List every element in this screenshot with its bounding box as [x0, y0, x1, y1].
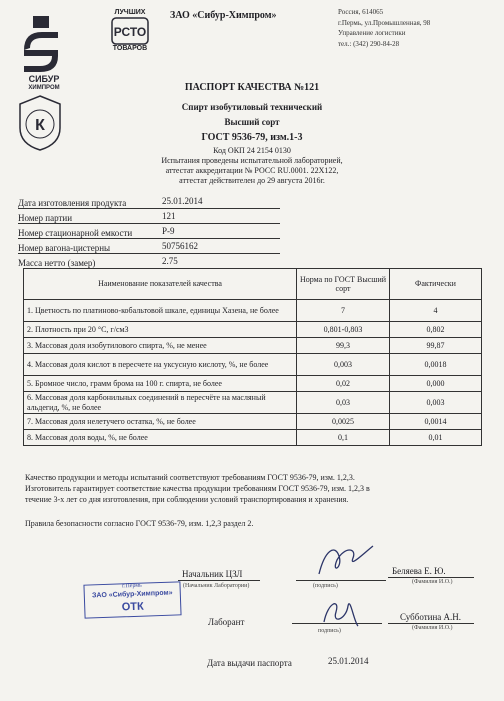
address-line: г.Пермь, ул.Промышленная, 98: [338, 18, 431, 27]
norm-value: 0,003: [297, 354, 390, 376]
company-name: ЗАО «Сибур-Химпром»: [170, 10, 277, 21]
field-label-railcar: Номер вагона-цистерны: [18, 243, 111, 253]
certification-emblem: [17, 94, 63, 152]
field-label-production-date: Дата изготовления продукта: [18, 198, 127, 208]
product-grade: Высший сорт: [224, 117, 280, 127]
sig-underline: [388, 577, 474, 578]
rst-mark-icon: [111, 17, 149, 45]
issue-date-label: Дата выдачи паспорта: [207, 658, 292, 668]
indicator-name: 8. Массовая доля воды, %, не более: [24, 430, 297, 446]
actual-value: 4: [390, 300, 482, 322]
sibur-logo: [18, 14, 72, 89]
stamp-company: ЗАО «Сибур-Химпром»: [91, 589, 173, 600]
sig-underline: [296, 580, 386, 581]
field-underline: [18, 253, 280, 254]
col-header-indicator: Наименование показателей качества: [24, 269, 297, 300]
field-underline: [18, 208, 280, 209]
norm-value: 0,03: [297, 392, 390, 414]
lab-assistant-signature: [318, 592, 364, 632]
table-row: [24, 430, 482, 446]
gost-reference: ГОСТ 9536-79, изм.1-3: [201, 132, 303, 143]
field-label-batch: Номер партии: [18, 213, 73, 223]
logo-text-sibur: СИБУР: [28, 74, 60, 84]
okp-code: Код ОКП 24 2154 0130: [213, 146, 291, 155]
actual-value: 0,0018: [390, 354, 482, 376]
field-value-production-date: 25.01.2014: [162, 196, 203, 206]
logo-text-khimprom: ХИМПРОМ: [28, 85, 60, 89]
stamp-department: ОТК: [121, 600, 144, 614]
norm-value: 99,3: [297, 338, 390, 354]
product-name: Спирт изобутиловый технический: [181, 102, 323, 112]
passport-title: ПАСПОРТ КАЧЕСТВА №121: [184, 82, 320, 93]
table-row: [24, 300, 482, 322]
head-lab-caption: (Начальник Лаборатории): [183, 583, 250, 589]
field-value-batch: 121: [162, 211, 176, 221]
indicator-name: 4. Массовая доля кислот в пересчете на уксусную кислоту, %, не более: [24, 354, 297, 376]
actual-value: 0,000: [390, 376, 482, 392]
actual-value: 0,01: [390, 430, 482, 446]
issue-date-value: 25.01.2014: [328, 656, 369, 666]
norm-value: 0,0025: [297, 414, 390, 430]
award-top-text: ЛУЧШИХ: [114, 9, 146, 16]
lab-signature-caption: подпись): [318, 628, 341, 634]
field-underline: [18, 238, 280, 239]
actual-value: 0,802: [390, 322, 482, 338]
indicator-name: 7. Массовая доля нелетучего остатка, %, не более: [24, 414, 297, 430]
lab-info-line: аттестат аккредитации № РОСС RU.0001. 22Х122,: [165, 166, 339, 175]
field-value-tank: Р-9: [162, 226, 175, 236]
head-lab-title: Начальник ЦЗЛ: [182, 569, 243, 579]
address-line: тел.: (342) 290-84-28: [338, 39, 400, 48]
indicator-name: 2. Плотность при 20 °С, г/см3: [24, 322, 297, 338]
svg-text:К: К: [35, 117, 45, 134]
sig-underline: [388, 623, 474, 624]
head-name-caption: (Фамилия И.О.): [412, 579, 453, 585]
head-signature-caption: (подпись): [313, 583, 338, 589]
lab-name-caption: (Фамилия И.О.): [412, 625, 453, 631]
guarantee-statement: Изготовитель гарантирует соответствие качества продукции требованиям ГОСТ 9536-79, изм. 1,2,3 в: [25, 484, 370, 493]
actual-value: 0,0014: [390, 414, 482, 430]
address-line: Управление логистики: [338, 29, 406, 37]
safety-statement: Правила безопасности согласно ГОСТ 9536-79, изм. 1,2,3 раздел 2.: [25, 519, 254, 528]
norm-value: 0,02: [297, 376, 390, 392]
table-row: [24, 376, 482, 392]
company-address: [338, 7, 430, 49]
field-label-net-mass: Масса нетто (замер): [18, 258, 96, 268]
table-header-row: [24, 269, 482, 300]
field-underline: [18, 223, 280, 224]
quality-table: [23, 268, 482, 446]
table-row: [24, 414, 482, 430]
norm-value: 7: [297, 300, 390, 322]
indicator-name: 3. Массовая доля изобутилового спирта, %, не менее: [24, 338, 297, 354]
head-lab-name: Беляева Е. Ю.: [392, 566, 446, 576]
svg-text:РСТО: РСТО: [113, 25, 147, 39]
lab-assistant-name: Субботина А.Н.: [400, 612, 462, 622]
best-goods-award: [107, 9, 153, 54]
field-label-tank: Номер стационарной емкости: [18, 228, 133, 238]
guarantee-statement-cont: течение 3-х лет со дня изготовления, при соблюдении условий транспортирования и хранения.: [25, 495, 349, 504]
field-value-net-mass: 2.75: [162, 256, 178, 266]
table-row: [24, 338, 482, 354]
award-bottom-text: ТОВАРОВ: [112, 45, 148, 52]
indicator-name: 5. Бромное число, грамм брома на 100 г. спирта, не более: [24, 376, 297, 392]
address-line: Россия, 614065: [338, 8, 384, 16]
indicator-name: 1. Цветность по платиново-кобальтовой шкале, единицы Хазена, не более: [24, 300, 297, 322]
table-row: [24, 392, 482, 414]
norm-value: 0,801-0,803: [297, 322, 390, 338]
lab-info: [120, 156, 384, 186]
head-signature: [315, 540, 377, 580]
actual-value: 0,003: [390, 392, 482, 414]
lab-assistant-title: Лаборант: [208, 617, 245, 627]
stamp-city: г.Пермь: [122, 582, 142, 590]
compliance-statement: Качество продукции и методы испытаний соответствуют требованиям ГОСТ 9536-79, изм. 1,2,3.: [25, 473, 355, 482]
sig-underline: [178, 580, 260, 581]
table-row: [24, 322, 482, 338]
norm-value: 0,1: [297, 430, 390, 446]
indicator-name: 6. Массовая доля карбонильных соединений в пересчёте на масляный альдегид, %, не более: [24, 392, 297, 414]
table-row: [24, 354, 482, 376]
lab-info-line: Испытания проведены испытательной лабораторией,: [161, 156, 343, 165]
lab-info-line: аттестат действителен до 29 августа 2016г.: [179, 176, 325, 185]
col-header-norm: Норма по ГОСТ Высший сорт: [297, 269, 390, 300]
field-value-railcar: 50756162: [162, 241, 198, 251]
col-header-actual: Фактически: [390, 269, 482, 300]
actual-value: 99,87: [390, 338, 482, 354]
otk-stamp: [83, 581, 181, 618]
